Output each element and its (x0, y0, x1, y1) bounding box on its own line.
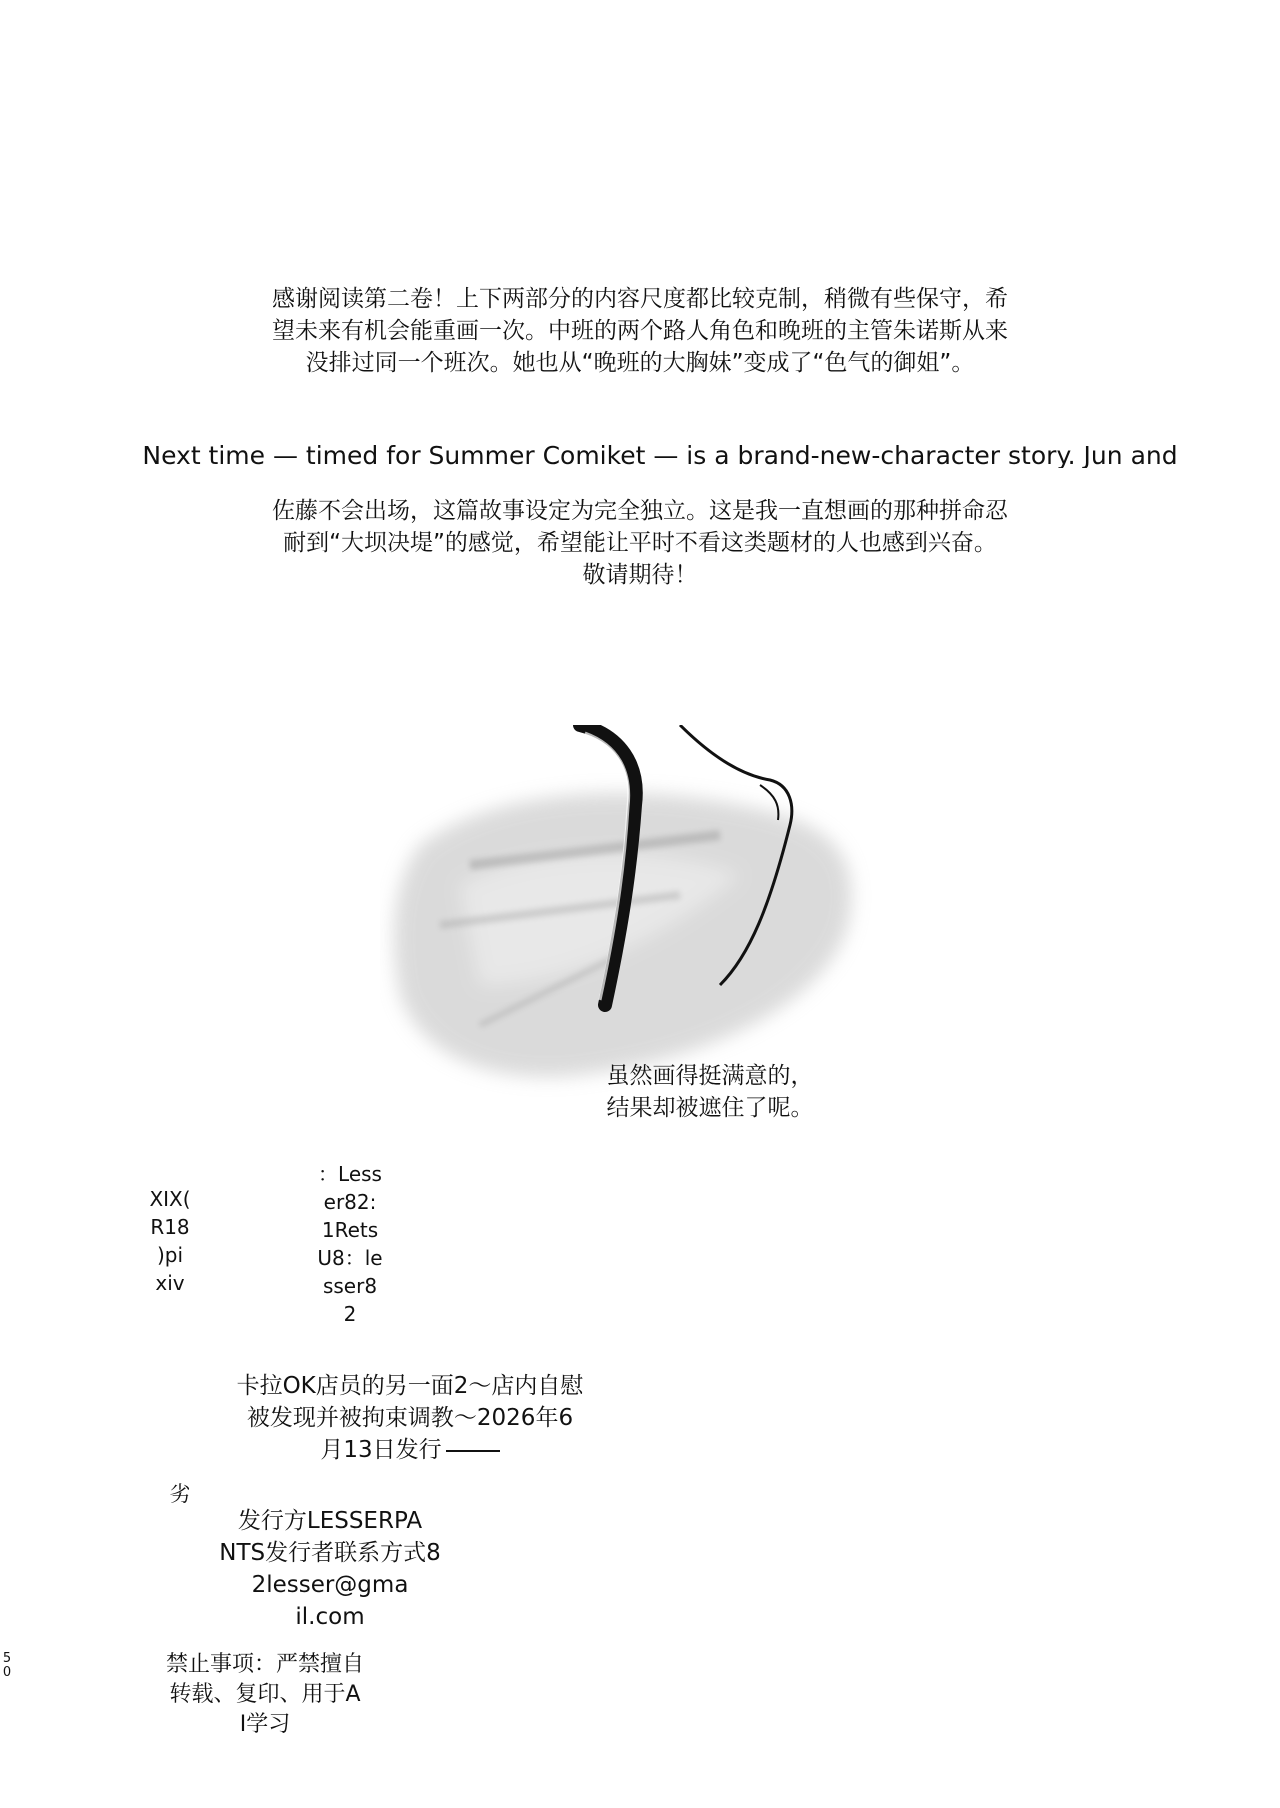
release-line: 被发现并被拘束调教～2026年6 (246, 1405, 574, 1431)
illustration-caption (500, 1060, 920, 1124)
sns-handle-line: sser8 (322, 1274, 378, 1298)
sns-label-line: R18 (150, 1215, 190, 1239)
afterword-en-text: Next time — timed for Summer Comiket — is a brand-new-character story. Jun and (142, 441, 1178, 468)
notice-line: 转载、复印、用于A (169, 1682, 361, 1707)
sns-label-line: xiv (155, 1271, 185, 1295)
sns-handle-line: 2 (343, 1302, 357, 1326)
sns-label-line: )pi (156, 1243, 184, 1267)
caption-line: 结果却被遮住了呢。 (606, 1095, 814, 1121)
afterword-line: 没排过同一个班次。她也从“晚班的大胸妹”变成了“色气的御姐”。 (305, 350, 975, 376)
publisher-line: 2lesser@gma (251, 1572, 409, 1598)
sns-handle-line: ：Less (318, 1162, 382, 1186)
page-number-digit: 5 (2, 1651, 12, 1666)
release-info (200, 1370, 620, 1466)
dash-rule (446, 1450, 500, 1452)
page-number-digit: 0 (2, 1665, 12, 1680)
afterword-line: 敬请期待！ (582, 562, 698, 588)
sns-handle-line: er82: (323, 1190, 377, 1214)
notice-line: 禁止事项：严禁擅自 (165, 1652, 364, 1677)
page-number (0, 1652, 14, 1680)
notice-line: I学习 (239, 1712, 291, 1737)
afterword-chinese (140, 283, 1140, 379)
sns-handle-line: 1Rets (321, 1218, 379, 1242)
sns-handles (295, 1160, 405, 1328)
caption-line: 虽然画得挺满意的， (606, 1063, 814, 1089)
afterword-line: 耐到“大坝决堤”的感觉，希望能让平时不看这类题材的人也感到兴奋。 (283, 530, 997, 556)
sns-label-line: XIX( (149, 1187, 191, 1211)
afterword-line: 望未来有机会能重画一次。中班的两个路人角色和晚班的主管朱诺斯从来 (272, 318, 1008, 344)
sns-label (130, 1185, 210, 1297)
afterword-chinese-continued (160, 495, 1120, 591)
circle-mark (160, 1480, 200, 1508)
release-line: 卡拉OK店员的另一面2～店内自慰 (236, 1373, 584, 1399)
release-date-text: 月13日发行 (320, 1437, 442, 1463)
afterword-english-line (80, 440, 1240, 468)
afterword-line: 感谢阅读第二卷！上下两部分的内容尺度都比较克制，稍微有些保守，希 (272, 286, 1008, 312)
publisher-line: NTS发行者联系方式8 (219, 1540, 441, 1566)
sns-handle-line: U8：le (317, 1246, 383, 1270)
release-line-last (200, 1434, 620, 1466)
afterword-line: 佐藤不会出场，这篇故事设定为完全独立。这是我一直想画的那种拼命忍 (272, 498, 1008, 524)
publisher-line: il.com (295, 1604, 365, 1630)
prohibition-notice (150, 1650, 380, 1740)
publisher-info (190, 1505, 470, 1633)
mark-glyph: 劣 (169, 1482, 191, 1506)
publisher-line: 发行方LESSERPA (237, 1508, 423, 1534)
